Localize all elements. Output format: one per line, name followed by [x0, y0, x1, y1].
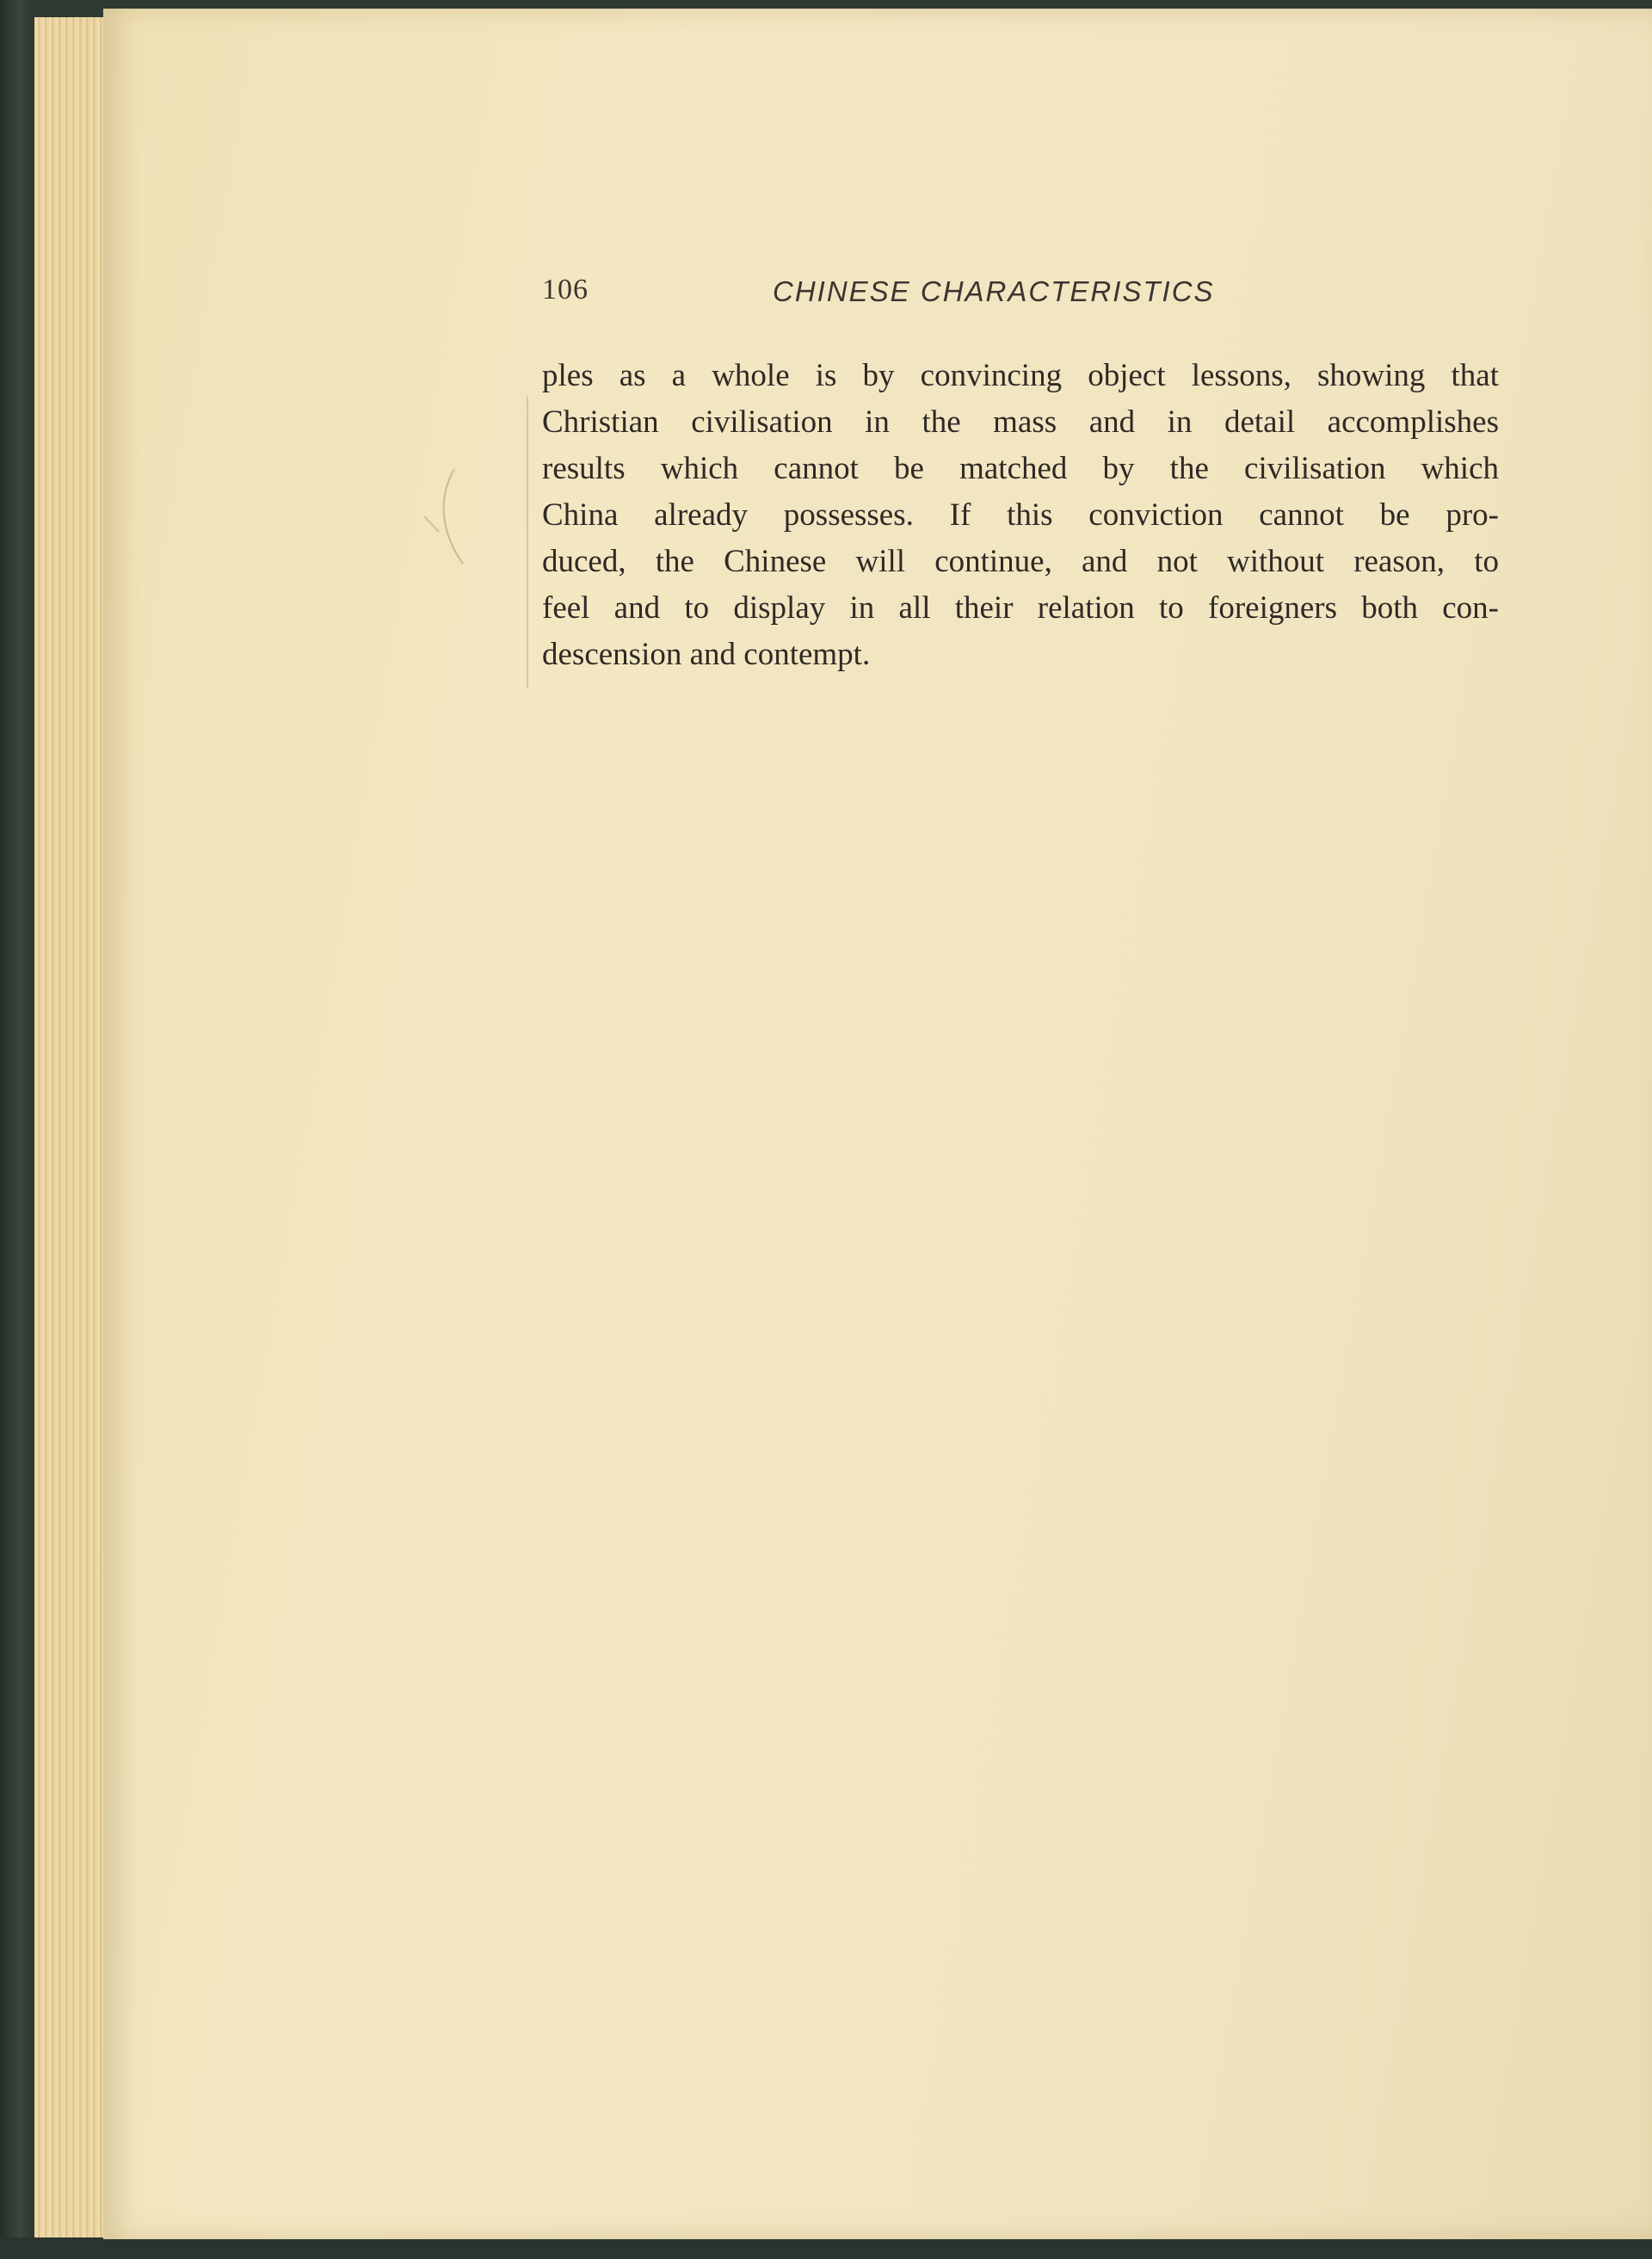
pencil-mark-icon: [420, 465, 472, 568]
running-head: [542, 274, 1506, 317]
running-title: CHINESE CHARACTERISTICS: [773, 275, 1215, 307]
text-line: duced, the Chinese will continue, and not without reason, to: [542, 544, 1499, 579]
text-line: China already possesses. If this conviction cannot be pro-: [542, 497, 1499, 533]
text-line: ples as a whole is by convincing object lessons, showing that: [542, 358, 1499, 393]
book-cover-edge: [0, 0, 34, 2259]
book-page: [103, 9, 1652, 2239]
margin-pencil-line: [527, 396, 528, 688]
text-line: descension and contempt.: [542, 637, 871, 672]
page-number: 106: [542, 274, 589, 306]
book-cover-bottom: [0, 2237, 1652, 2259]
text-line: Christian civilisation in the mass and in detail accomplishes: [542, 404, 1499, 440]
text-line: feel and to display in all their relation to foreigners both con-: [542, 590, 1499, 626]
body-paragraph: [542, 353, 1499, 678]
text-line: results which cannot be matched by the civilisation which: [542, 451, 1499, 486]
